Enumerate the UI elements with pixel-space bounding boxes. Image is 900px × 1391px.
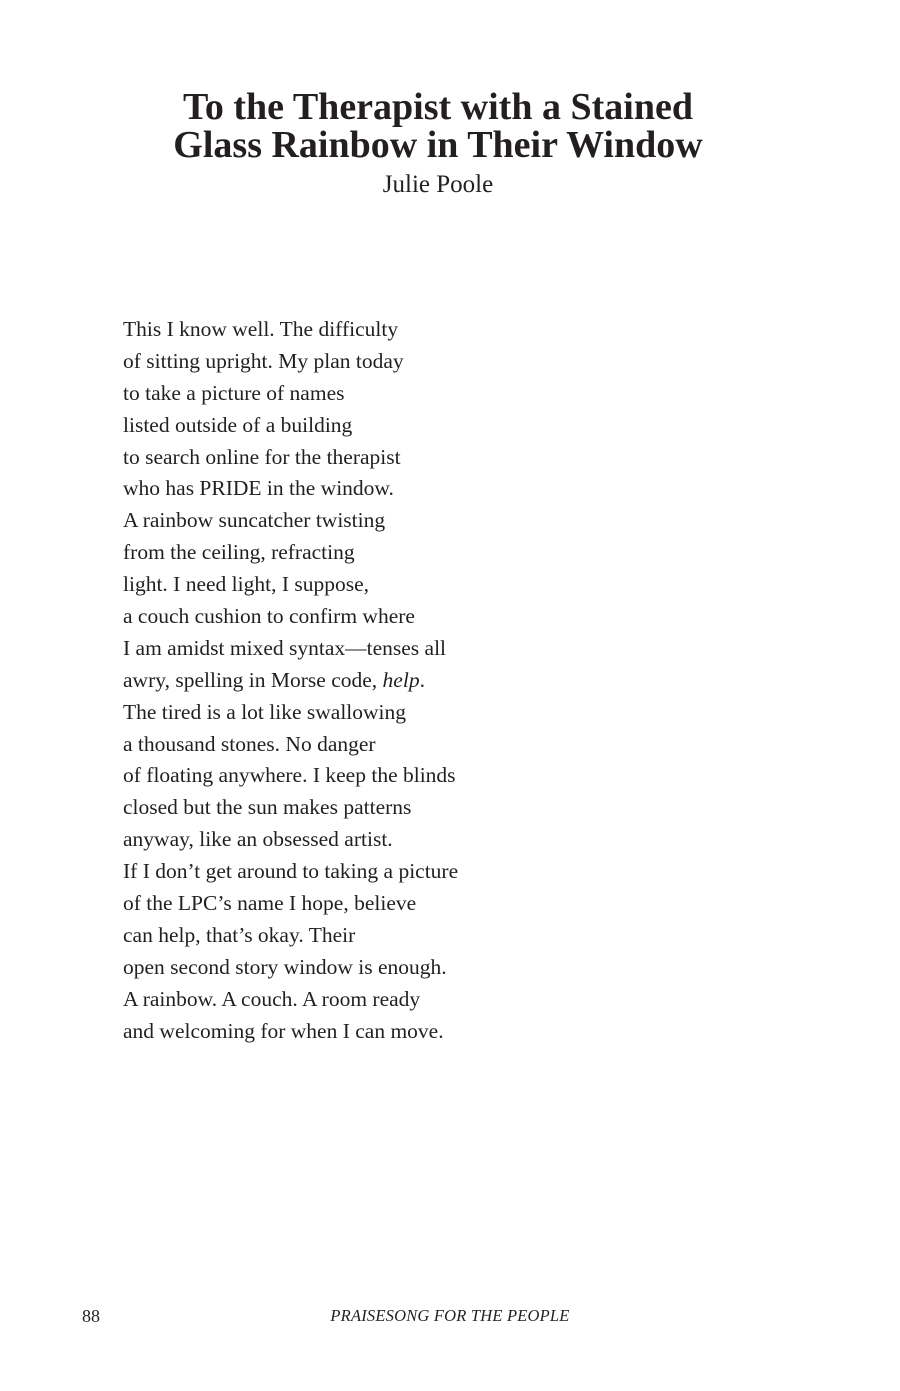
poem-line: A rainbow. A couch. A room ready — [123, 986, 421, 1011]
poem-line: This I know well. The difficulty — [123, 317, 399, 341]
poem-title — [0, 88, 876, 164]
poem-line-end: . — [419, 667, 425, 692]
poem-line: A rainbow suncatcher twisting — [123, 508, 386, 533]
poem-line: listed outside of a building — [123, 412, 353, 437]
poem-body — [123, 314, 683, 1047]
poem-line: can help, that’s okay. Their — [123, 922, 356, 947]
running-footer-title: PRAISESONG FOR THE PEOPLE — [330, 1306, 570, 1325]
poem-line: If I don’t get around to taking a picture — [123, 859, 459, 884]
poem-line: a couch cushion to confirm where — [123, 604, 415, 629]
poem-title-line-2: Glass Rainbow in Their Window — [173, 124, 703, 166]
poem-line: I am amidst mixed syntax—tenses all — [123, 635, 447, 660]
poem-line: to search online for the therapist — [123, 444, 401, 469]
poem-line: closed but the sun makes patterns — [123, 795, 412, 820]
poem-line: to take a picture of names — [123, 380, 345, 405]
poem-title-line-1: To the Therapist with a Stained — [183, 86, 693, 128]
poem-line: and welcoming for when I can move. — [123, 1018, 444, 1043]
page-number: 88 — [82, 1306, 100, 1326]
poem-line: from the ceiling, refracting — [123, 540, 355, 565]
poem-line: anyway, like an obsessed artist. — [123, 827, 393, 852]
poem-line: of floating anywhere. I keep the blinds — [123, 763, 456, 788]
poem-line: The tired is a lot like swallowing — [123, 699, 407, 724]
poem-line-with-italic — [123, 665, 683, 697]
poem-line: of sitting upright. My plan today — [123, 348, 404, 373]
poem-line-start: awry, spelling in Morse code, — [123, 667, 383, 692]
poem-line: of the LPC’s name I hope, believe — [123, 891, 417, 916]
poem-line: who has PRIDE in the window. — [123, 476, 394, 501]
poem-line: light. I need light, I suppose, — [123, 572, 370, 597]
poem-line: open second story window is enough. — [123, 954, 447, 979]
poem-line: a thousand stones. No danger — [123, 731, 376, 756]
italic-word-help: help — [382, 667, 420, 692]
poem-author: Julie Poole — [382, 171, 494, 198]
